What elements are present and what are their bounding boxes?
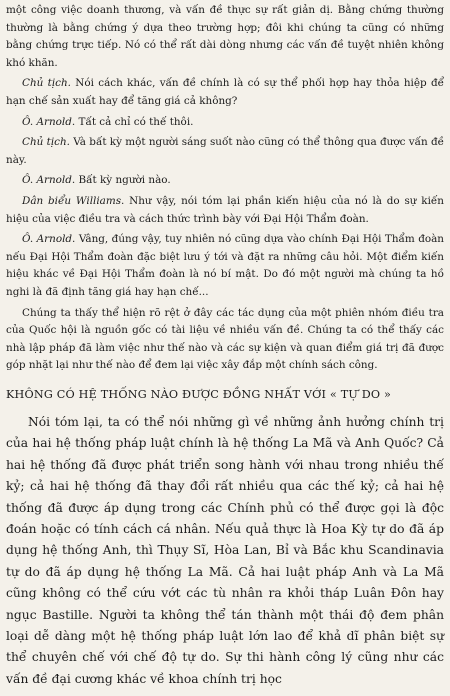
transcript-paragraph <box>6 172 444 190</box>
transcript-paragraph <box>6 114 444 132</box>
speaker-text: Vâng, đúng vậy, tuy nhiên nó cũng dựa vào chính Đại Hội Thẩm đoàn nếu Đại Hội Thẩm đoàn đặc biệt lưu ý tới và đặt ra những câu hỏi. Một điểm kiến hiệu khác về Đại Hội Thẩm đoàn là nó bí mật. Do đó một người mà chúng ta hồ nghi là đã định tăng giá hay hạn chế... <box>6 233 444 298</box>
speaker-label: Ô. Arnold. <box>22 115 76 128</box>
speaker-label: Ô. Arnold. <box>22 174 76 187</box>
speaker-text: Nói cách khác, vấn đề chính là có sự thể phối hợp hay thỏa hiệp để hạn chế sản xuất hay để tăng giá cả không? <box>6 77 445 107</box>
transcript-paragraph <box>6 134 444 169</box>
speaker-label: Dân biểu Williams. <box>22 194 125 207</box>
speaker-label: Chủ tịch. <box>22 77 71 90</box>
speaker-text: Như vậy, nói tóm lại phần kiến hiệu của nó là do sự kiến hiệu của việc điều tra và cách thức trình bày với Đại Hội Thẩm đoàn. <box>6 194 444 225</box>
commentary-paragraph: Chúng ta thấy thể hiện rõ rệt ở đây các tác dụng của một phiên nhóm điều tra của Quốc hội là nguồn gốc có tài liệu về nhiều vấn đề. Chúng ta có thể thấy các nhà lập pháp đã làm việc như thế nào và các sự kiện và quan điểm giá trị đã được góp nhặt lại như thế nào để đem lại việc xây đắp một chính sách công. <box>6 306 444 372</box>
speaker-text: Bất kỳ người nào. <box>75 174 171 187</box>
transcript-paragraph <box>6 193 444 228</box>
transcript-paragraph <box>6 75 444 110</box>
body-paragraph: Nói tóm lại, ta có thể nói những gì về những ảnh hưởng chính trị của hai hệ thống pháp luật chính là hệ thống La Mã và Anh Quốc? Cả hai hệ thống đã được phát triển song hành với nhau trong nhiều thế kỷ; cả hai hệ thống đã thay đổi rất nhiều qua các thế kỷ; cả hai hệ thống đã được áp dụng trong các Chính phủ có thể được gọi là độc đoán hoặc có tính cách cá nhân. Nếu quả thực là Hoa Kỳ tự do đã áp dụng hệ thống Anh, thì Thụy Sĩ, Hòa Lan, Bỉ và Bắc khu Scandinavia tự do đã áp dụng hệ thống La Mã. Cả hai luật pháp Anh và La Mã cũng không có thể cứu vớt các tù nhân ra khỏi tháp Luân Đôn hay ngục Bastille. Người ta không thể tán thành một thái độ đem phân loại dễ dàng một hệ thống pháp luật lớn lao để khả dĩ phân biệt sự thể chuyên chế với chế độ tự do. Sự thi hành công lý cũng như các vấn đề đại cương khác về khoa chính trị học <box>6 414 444 686</box>
hearing-transcript-excerpt <box>6 2 444 375</box>
speaker-text: Tất cả chỉ có thế thôi. <box>75 115 194 128</box>
body-text <box>6 412 444 690</box>
transcript-paragraph: một công việc doanh thương, và vấn đề thực sự rất giản dị. Bằng chứng thường thường là bằng chứng ý dựa theo trường hợp; đôi khi chúng ta cũng có những bằng chứng trực tiếp. Nó có thể rất dài dòng nhưng các vấn đề tuyệt nhiên không khó khăn. <box>6 4 444 69</box>
speaker-label: Chủ tịch. <box>22 136 70 149</box>
transcript-paragraph <box>6 231 444 301</box>
speaker-label: Ô. Arnold. <box>22 233 76 246</box>
speaker-text: Và bất kỳ một người sáng suốt nào cũng có thể thông qua được vấn đề này. <box>6 136 444 166</box>
section-heading: KHÔNG CÓ HỆ THỐNG NÀO ĐƯỢC ĐỒNG NHẤT VỚI « TỰ DO » <box>6 387 392 401</box>
